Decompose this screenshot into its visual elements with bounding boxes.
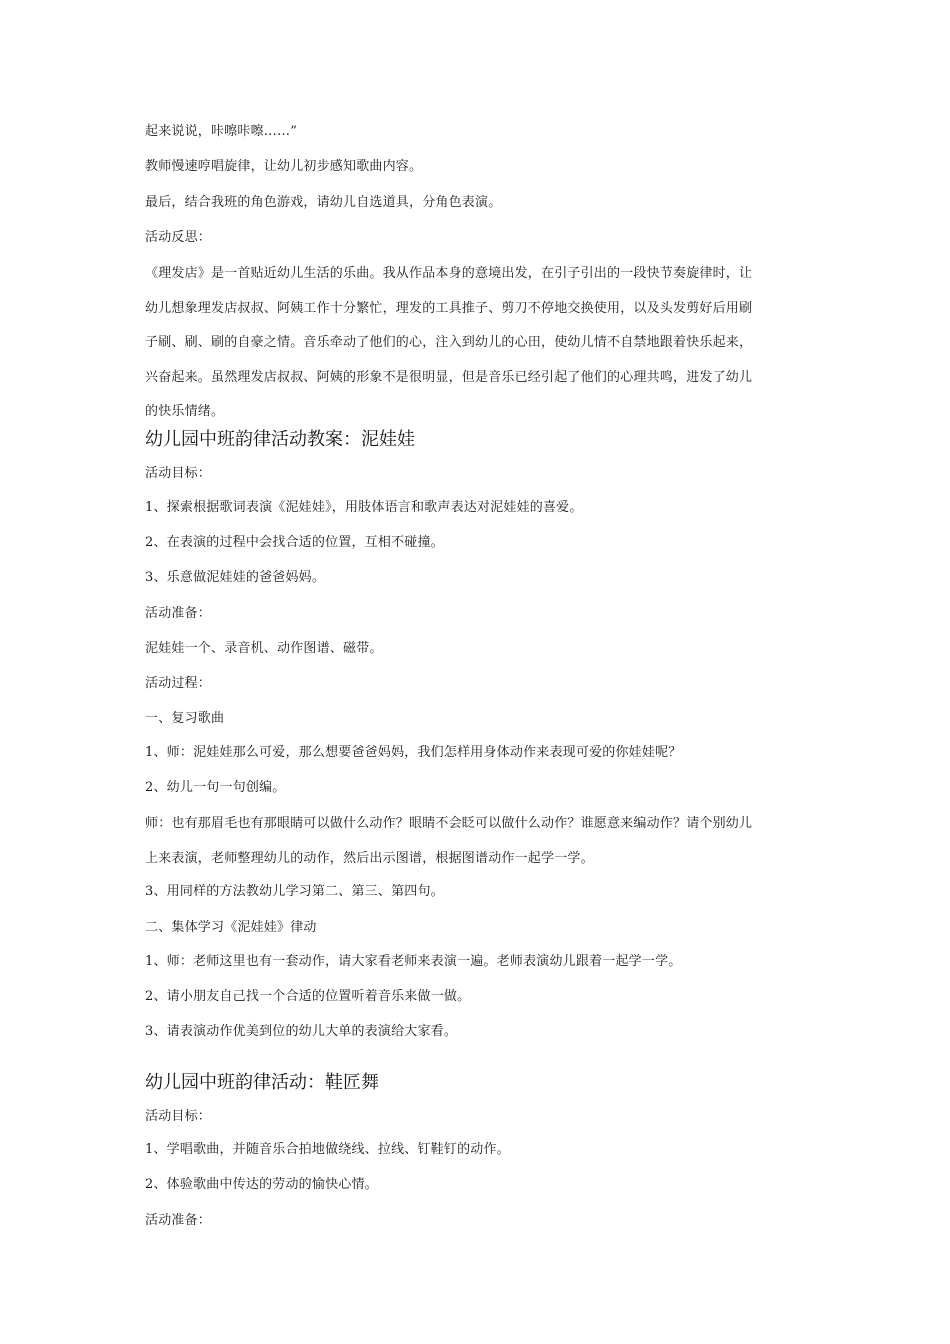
goal-item: 3、乐意做泥娃娃的爸爸妈妈。: [145, 570, 326, 585]
text-line: 起来说说，咔嚓咔嚓……”: [145, 124, 298, 139]
goal-item: 1、探索根据歌词表演《泥娃娃》，用肢体语言和歌声表达对泥娃娃的喜爱。: [145, 500, 583, 515]
paragraph-line: 师：也有那眉毛也有那眼睛可以做什么动作？眼睛不会眨可以做什么动作？谁愿意来编动作？请个别幼儿: [145, 816, 753, 831]
prep-label: 活动准备：: [145, 606, 212, 621]
prep-text: 泥娃娃一个、录音机、动作图谱、磁带。: [145, 641, 383, 656]
paragraph-line: 《理发店》是一首贴近幼儿生活的乐曲。我从作品本身的意境出发，在引子引出的一段快节奏旋律时，让: [145, 266, 753, 281]
prep-label: 活动准备：: [145, 1213, 212, 1228]
step-title: 一、复习歌曲: [145, 711, 225, 726]
paragraph-line: 幼儿想象理发店叔叔、阿姨工作十分繁忙，理发的工具推子、剪刀不停地交换使用，以及头发剪好后用刷: [145, 300, 753, 316]
step-item: 2、请小朋友自己找一个合适的位置听着音乐来做一做。: [145, 989, 471, 1004]
goal-item: 2、体验歌曲中传达的劳动的愉快心情。: [145, 1177, 378, 1192]
teacher-paragraph: [145, 816, 810, 885]
step-title: 二、集体学习《泥娃娃》律动: [145, 920, 317, 935]
paragraph-line: 子刷、刷、刷的自豪之情。音乐牵动了他们的心，注入到幼儿的心田，使幼儿情不自禁地跟着快乐起来，: [145, 335, 753, 350]
text-line: 最后，结合我班的角色游戏，请幼儿自选道具，分角色表演。: [145, 195, 502, 210]
paragraph-line: 的快乐情绪。: [145, 404, 225, 419]
step-item: 3、用同样的方法教幼儿学习第二、第三、第四句。: [145, 884, 444, 899]
paragraph-line: 兴奋起来。虽然理发店叔叔、阿姨的形象不是很明显，但是音乐已经引起了他们的心理共鸣，进发了幼儿: [145, 369, 753, 385]
step-item: 1、师：老师这里也有一套动作，请大家看老师来表演一遍。老师表演幼儿跟着一起学一学。: [145, 954, 682, 969]
text-line: 教师慢速哼唱旋律，让幼儿初步感知歌曲内容。: [145, 159, 423, 174]
step-item: 3、请表演动作优美到位的幼儿大单的表演给大家看。: [145, 1024, 458, 1039]
step-item: 1、师：泥娃娃那么可爱，那么想要爸爸妈妈，我们怎样用身体动作来表现可爱的你娃娃呢？: [145, 745, 682, 760]
goal-item: 2、在表演的过程中会找合适的位置，互相不碰撞。: [145, 535, 444, 550]
goal-label: 活动目标：: [145, 466, 212, 481]
section-title: 幼儿园中班韵律活动：鞋匠舞: [145, 1072, 379, 1093]
section-title: 幼儿园中班韵律活动教案：泥娃娃: [145, 429, 415, 450]
process-label: 活动过程：: [145, 676, 212, 691]
goal-item: 1、学唱歌曲，并随音乐合拍地做绕线、拉线、钉鞋钉的动作。: [145, 1142, 510, 1157]
goal-label: 活动目标：: [145, 1109, 212, 1124]
paragraph-line: 上来表演，老师整理幼儿的动作，然后出示图谱，根据图谱动作一起学一学。: [145, 850, 594, 866]
step-item: 2、幼儿一句一句创编。: [145, 780, 286, 795]
reflection-label: 活动反思：: [145, 230, 212, 245]
reflection-paragraph: [145, 266, 810, 439]
